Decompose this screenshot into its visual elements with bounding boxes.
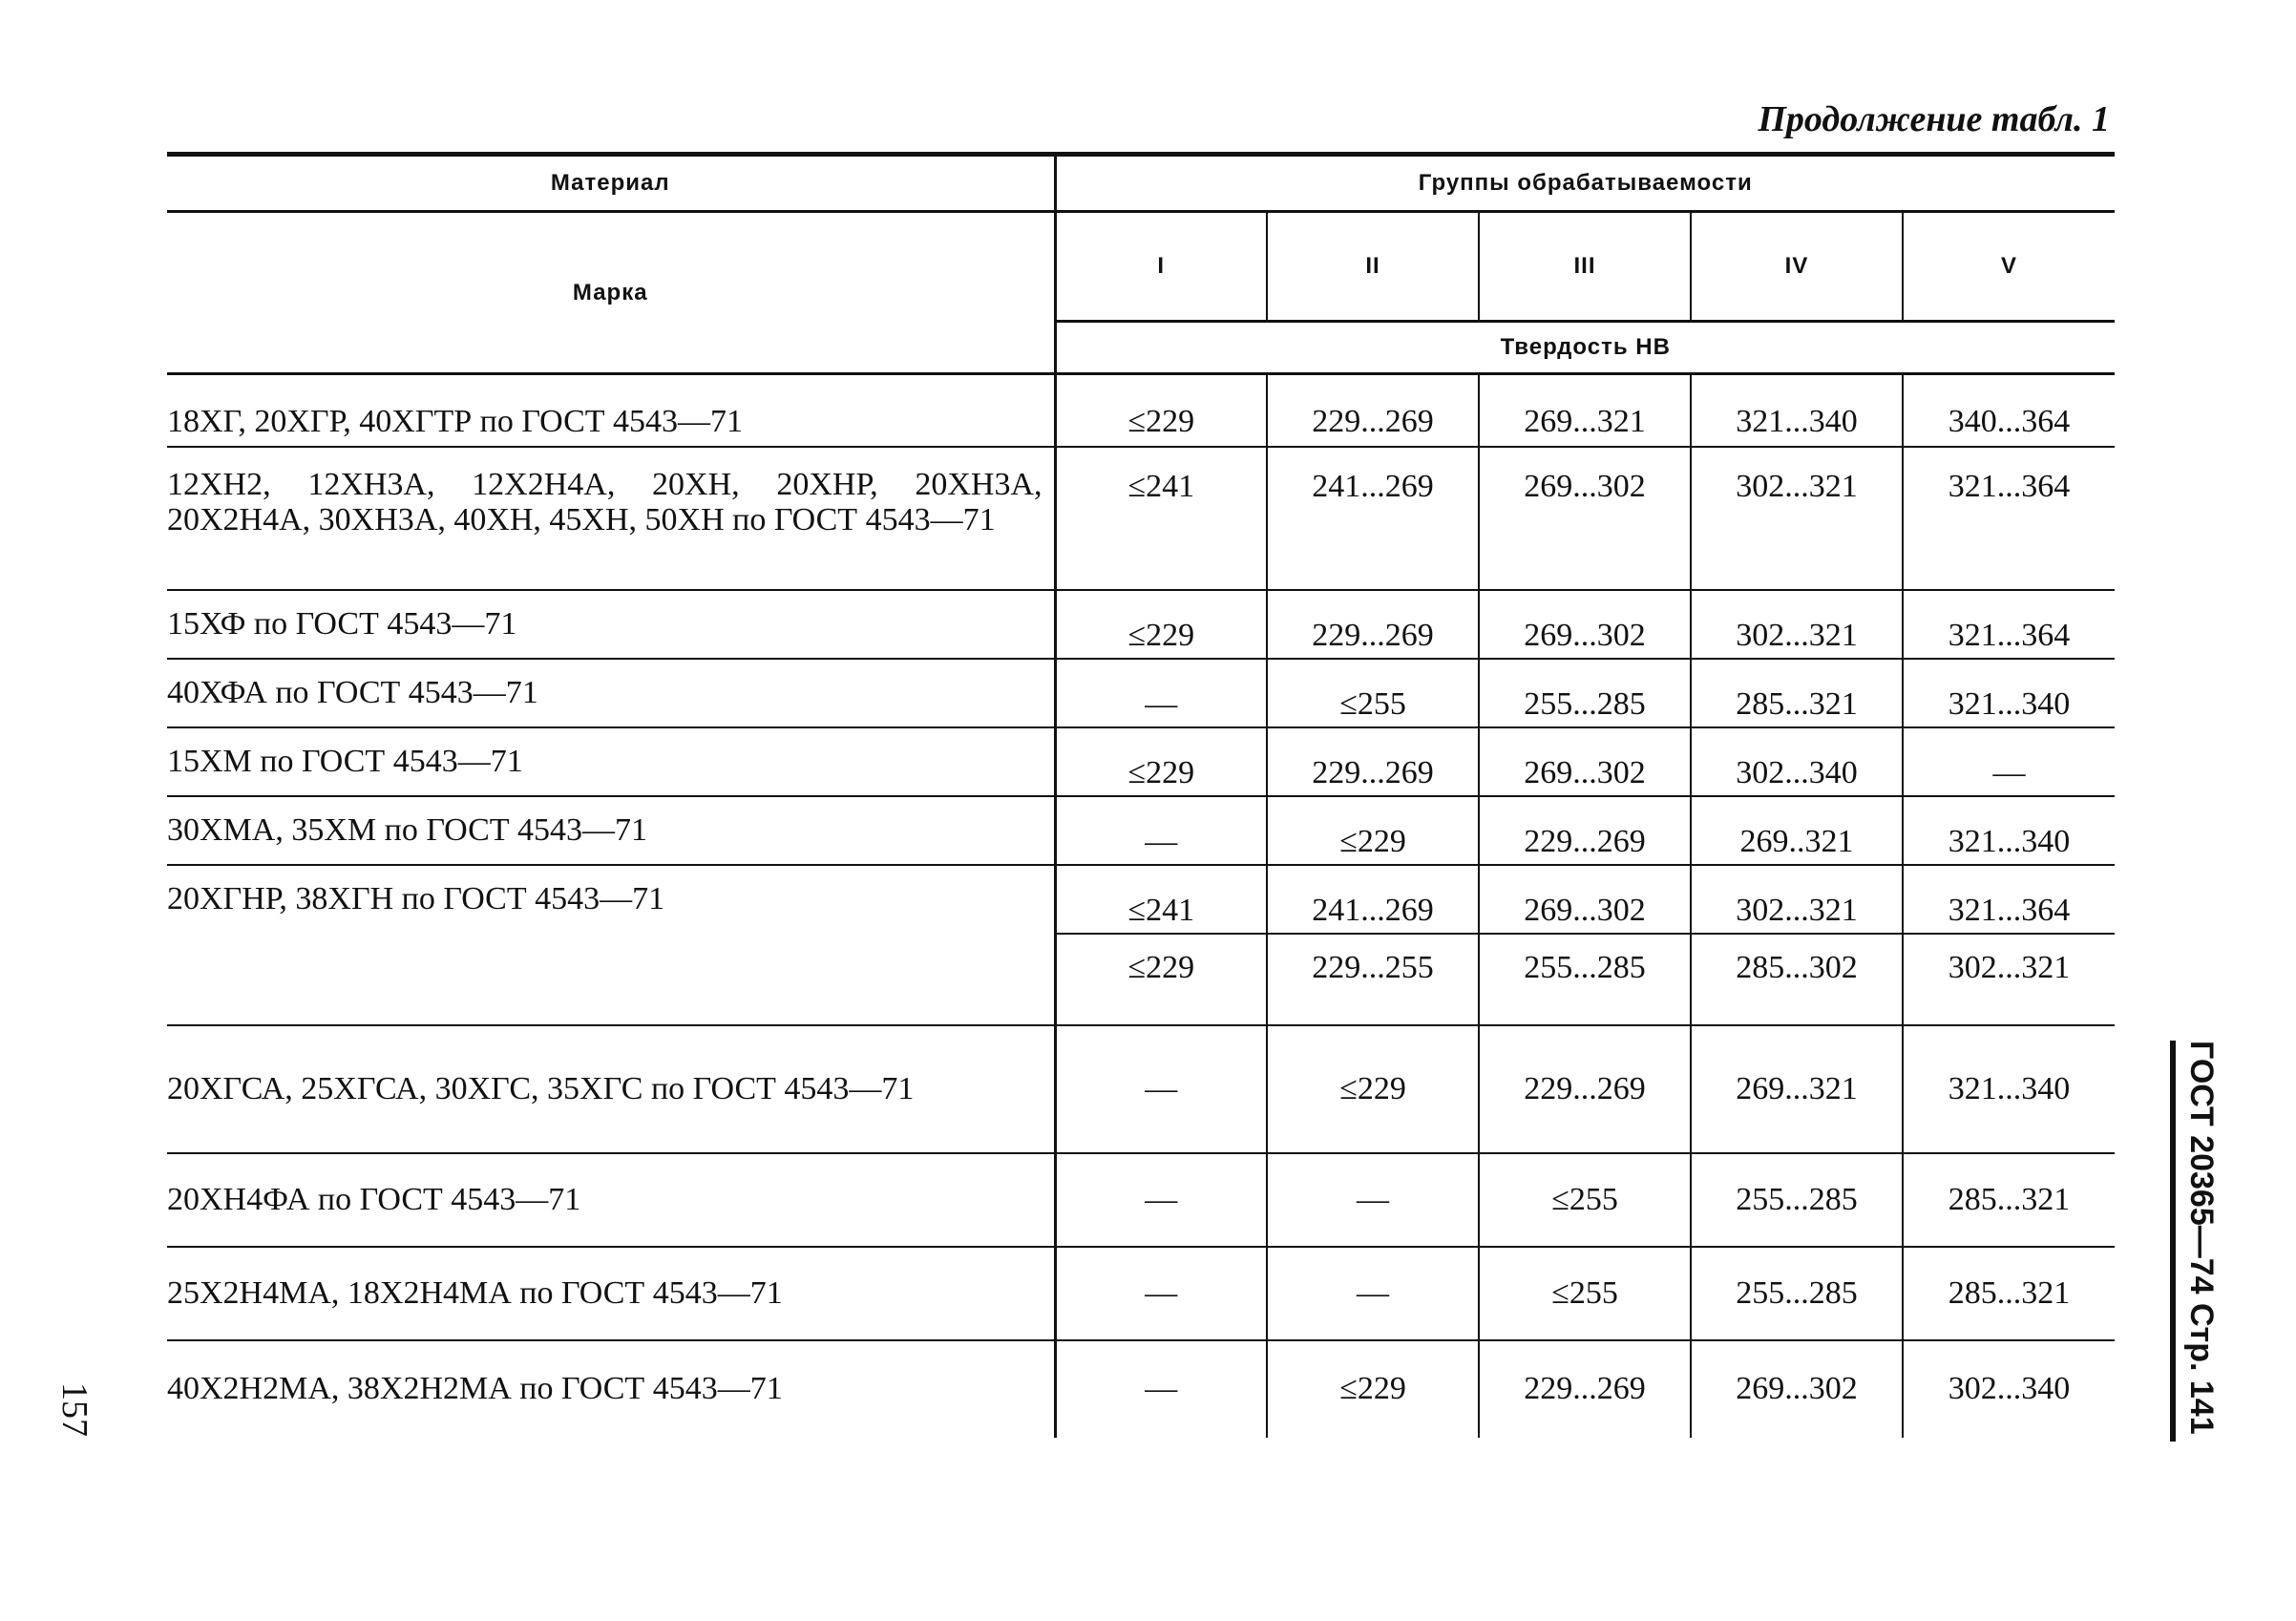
hardness-header: Твердость НВ [1055, 322, 2115, 374]
table-row [167, 934, 2115, 1025]
value-cell: 229...269 [1479, 1340, 1691, 1438]
side-reference [2170, 1041, 2227, 1442]
value-cell: 269...302 [1479, 447, 1691, 590]
value-cell: 302...321 [1691, 447, 1903, 590]
group-label-4: IV [1691, 212, 1903, 322]
value-cell: 229...269 [1267, 590, 1479, 659]
value-cell: 269...302 [1479, 727, 1691, 796]
side-reference-rule [2170, 1041, 2176, 1442]
material-cell: 15ХФ по ГОСТ 4543—71 [167, 590, 1055, 659]
material-cell: 20ХН4ФА по ГОСТ 4543—71 [167, 1153, 1055, 1247]
table-row [167, 1340, 2115, 1438]
group-label-3: III [1479, 212, 1691, 322]
value-cell: 241...269 [1267, 447, 1479, 590]
value-cell: 321...340 [1903, 796, 2115, 865]
group-label-2: II [1267, 212, 1479, 322]
table-row [167, 590, 2115, 659]
value-cell: ≤229 [1055, 374, 1267, 447]
material-cell: 40ХФА по ГОСТ 4543—71 [167, 659, 1055, 727]
value-cell: ≤241 [1055, 865, 1267, 934]
value-cell: ≤229 [1055, 590, 1267, 659]
value-cell: — [1055, 659, 1267, 727]
grade-header: Марка [167, 212, 1055, 374]
material-cell: 20ХГСА, 25ХГСА, 30ХГС, 35ХГС по ГОСТ 4543—71 [167, 1025, 1055, 1153]
material-cell [167, 934, 1055, 1025]
page-number: 157 [54, 1382, 95, 1437]
value-cell: 229...269 [1479, 796, 1691, 865]
value-cell: ≤255 [1479, 1247, 1691, 1340]
value-cell: 302...321 [1691, 590, 1903, 659]
value-cell: 241...269 [1267, 865, 1479, 934]
value-cell: ≤229 [1267, 1025, 1479, 1153]
value-cell: ≤229 [1055, 727, 1267, 796]
value-cell: 321...364 [1903, 865, 2115, 934]
value-cell: 321...340 [1903, 1025, 2115, 1153]
value-cell: 229...269 [1267, 727, 1479, 796]
value-cell: 302...340 [1691, 727, 1903, 796]
value-cell: 285...321 [1903, 1247, 2115, 1340]
material-cell: 18ХГ, 20ХГР, 40ХГТР по ГОСТ 4543—71 [167, 374, 1055, 447]
machinability-hardness-table [167, 152, 2115, 1438]
value-cell: — [1267, 1247, 1479, 1340]
table-row [167, 727, 2115, 796]
value-cell: ≤229 [1267, 796, 1479, 865]
value-cell: 229...269 [1479, 1025, 1691, 1153]
material-cell: 40Х2Н2МА, 38Х2Н2МА по ГОСТ 4543—71 [167, 1371, 783, 1407]
side-reference-text: ГОСТ 20365—74 Стр. 141 [2183, 1041, 2220, 1435]
table-row [167, 865, 2115, 934]
table-row [167, 1247, 2115, 1340]
material-cell: 25Х2Н4МА, 18Х2Н4МА по ГОСТ 4543—71 [167, 1247, 1055, 1340]
value-cell: 285...302 [1691, 934, 1903, 1025]
value-cell: 269..321 [1691, 796, 1903, 865]
value-cell: 255...285 [1691, 1247, 1903, 1340]
value-cell: 321...364 [1903, 447, 2115, 590]
value-cell: 302...340 [1903, 1340, 2115, 1438]
value-cell: 255...285 [1479, 934, 1691, 1025]
material-cell: 15ХМ по ГОСТ 4543—71 [167, 727, 1055, 796]
value-cell: — [1055, 1340, 1267, 1438]
value-cell: 302...321 [1691, 865, 1903, 934]
material-cell: 20ХГНР, 38ХГН по ГОСТ 4543—71 [167, 880, 665, 916]
value-cell: ≤241 [1055, 447, 1267, 590]
value-cell: 229...269 [1267, 374, 1479, 447]
value-cell: — [1267, 1153, 1479, 1247]
value-cell: 269...321 [1691, 1025, 1903, 1153]
value-cell: 269...302 [1691, 1340, 1903, 1438]
table-row [167, 447, 2115, 590]
table-row [167, 796, 2115, 865]
table-row [167, 1025, 2115, 1153]
material-cell: 30ХМА, 35ХМ по ГОСТ 4543—71 [167, 796, 1055, 865]
value-cell: 269...302 [1479, 590, 1691, 659]
value-cell: 321...364 [1903, 590, 2115, 659]
value-cell: 321...340 [1903, 659, 2115, 727]
value-cell: 302...321 [1903, 934, 2115, 1025]
value-cell: — [1055, 1153, 1267, 1247]
value-cell: — [1903, 727, 2115, 796]
group-label-5: V [1903, 212, 2115, 322]
value-cell: 269...321 [1479, 374, 1691, 447]
value-cell: ≤229 [1267, 1340, 1479, 1438]
value-cell: 255...285 [1691, 1153, 1903, 1247]
hardness-table-container [167, 152, 2115, 1438]
value-cell: ≤255 [1267, 659, 1479, 727]
table-row [167, 659, 2115, 727]
value-cell: — [1055, 796, 1267, 865]
value-cell: 255...285 [1479, 659, 1691, 727]
value-cell: ≤255 [1479, 1153, 1691, 1247]
value-cell: 340...364 [1903, 374, 2115, 447]
value-cell: — [1055, 1247, 1267, 1340]
value-cell: ≤229 [1055, 934, 1267, 1025]
table-row [167, 1153, 2115, 1247]
table-continuation-label: Продолжение табл. 1 [1758, 99, 2110, 139]
value-cell: — [1055, 1025, 1267, 1153]
value-cell: 229...255 [1267, 934, 1479, 1025]
value-cell: 269...302 [1479, 865, 1691, 934]
value-cell: 285...321 [1903, 1153, 2115, 1247]
groups-header: Группы обрабатываемости [1055, 155, 2115, 212]
value-cell: 285...321 [1691, 659, 1903, 727]
group-label-1: I [1055, 212, 1267, 322]
material-cell: 12ХН2, 12ХН3А, 12Х2Н4А, 20ХН, 20ХНР, 20ХН3А, 20Х2Н4А, 30ХН3А, 40ХН, 45ХН, 50ХН по ГОСТ 4543—71 [167, 447, 1055, 590]
value-cell: 321...340 [1691, 374, 1903, 447]
material-header: Материал [167, 155, 1055, 212]
table-row [167, 374, 2115, 447]
